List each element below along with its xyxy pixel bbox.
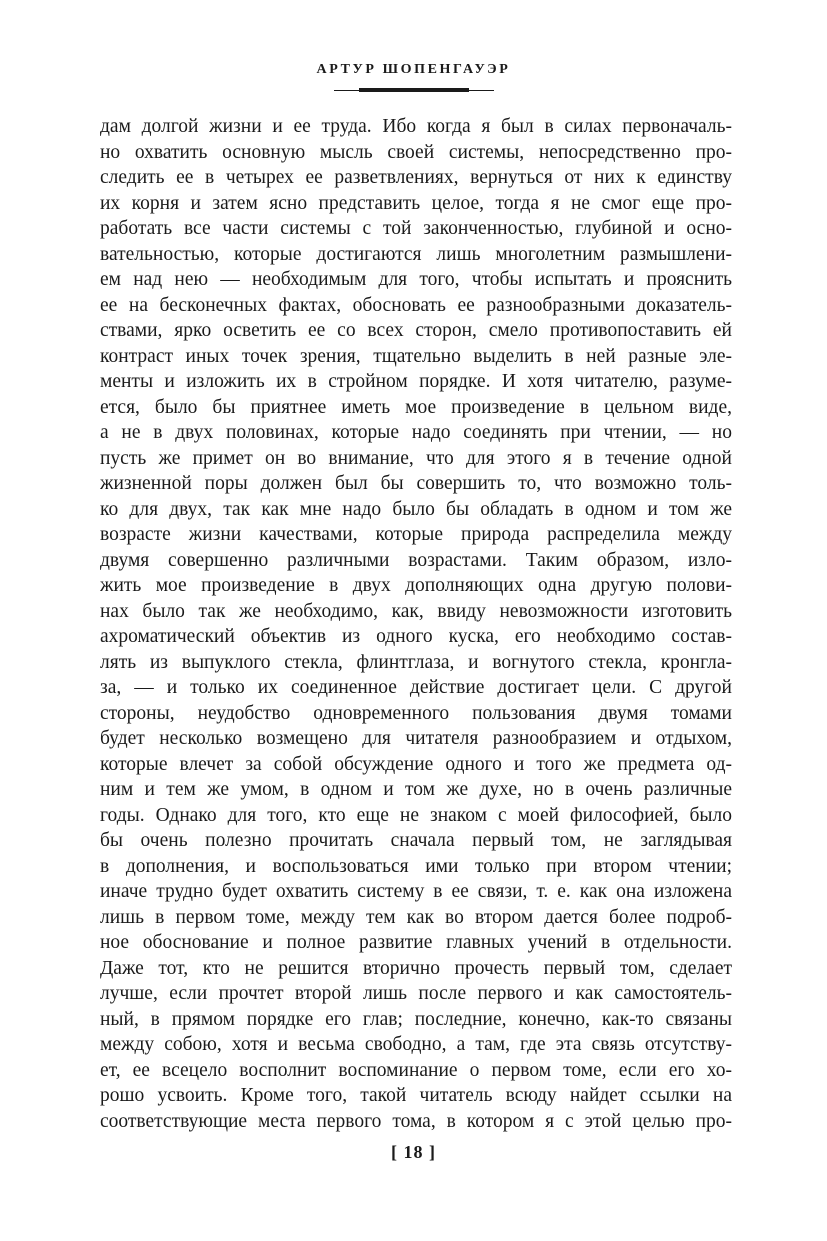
text-line: дам долгой жизни и ее труда. Ибо когда я был в силах первоначаль- bbox=[100, 116, 732, 137]
text-line: ное обоснование и полное развитие главных учений в отдельности. bbox=[100, 932, 732, 953]
page-number: [ 18 ] bbox=[391, 1142, 436, 1162]
text-line: следить ее в четырех ее разветвлениях, вернуться от них к единству bbox=[100, 167, 732, 188]
text-line: ем над нею — необходимым для того, чтобы испытать и прояснить bbox=[100, 269, 732, 290]
text-line: иначе трудно будет охватить систему в ее связи, т. е. как она изложена bbox=[100, 881, 732, 902]
text-line: ее на бесконечных фактах, обосновать ее разнообразными доказатель- bbox=[100, 294, 732, 316]
text-line: ахроматический объектив из одного куска, его необходимо состав- bbox=[100, 626, 732, 647]
text-line: но охватить основную мысль своей системы, непосредственно про- bbox=[100, 141, 732, 163]
text-line: которые влечет за собой обсуждение одного и того же предмета од- bbox=[100, 753, 732, 775]
body-text bbox=[100, 114, 732, 1134]
text-line: лишь в первом томе, между тем как во втором дается более подроб- bbox=[100, 906, 732, 928]
running-head: АРТУР ШОПЕНГАУЭР bbox=[316, 62, 511, 77]
header-rule-accent bbox=[359, 88, 469, 92]
text-line: годы. Однако для того, кто еще не знаком с моей философией, было bbox=[100, 804, 732, 826]
text-line: ним и тем же умом, в одном и том же духе, но в очень различные bbox=[100, 779, 732, 800]
text-line: стороны, неудобство одновременного пользования двумя томами bbox=[100, 702, 732, 724]
text-line: пусть же примет он во внимание, что для этого я в течение одной bbox=[100, 447, 732, 469]
text-line: между собою, хотя и весьма свободно, а там, где эта связь отсутству- bbox=[100, 1034, 732, 1055]
text-line: ет, ее всецело восполнит воспоминание о первом томе, если его хо- bbox=[100, 1059, 732, 1081]
text-line: контраст иных точек зрения, тщательно выделить в ней разные эле- bbox=[100, 345, 732, 367]
text-line: вательностью, которые достигаются лишь многолетним размышлени- bbox=[100, 243, 732, 265]
text-line: лучше, если прочтет второй лишь после первого и как самостоятель- bbox=[100, 983, 732, 1004]
text-line: жизненной поры должен был бы совершить то, что возможно толь- bbox=[100, 473, 732, 494]
text-line: ко для двух, так как мне надо было бы обладать в одном и том же bbox=[100, 498, 732, 520]
text-line: лять из выпуклого стекла, флинтглаза, и вогнутого стекла, кронгла- bbox=[100, 651, 732, 673]
text-line: будет несколько возмещено для читателя разнообразием и отдыхом, bbox=[100, 728, 732, 749]
text-line: менты и изложить их в стройном порядке. И хотя читателю, разуме- bbox=[100, 371, 732, 392]
text-line: ствами, ярко осветить ее со всех сторон, смело противопоставить ей bbox=[100, 320, 732, 341]
text-line: рошо усвоить. Кроме того, такой читатель всюду найдет ссылки на bbox=[100, 1085, 732, 1106]
text-line: их корня и затем ясно представить целое, тогда я не смог еще про- bbox=[100, 192, 732, 214]
text-line: жить мое произведение в двух дополняющих одна другую полови- bbox=[100, 575, 732, 596]
text-line: возрасте жизни качествами, которые природа распределила между bbox=[100, 524, 732, 545]
text-line: соответствующие места первого тома, в котором я с этой целью про- bbox=[100, 1110, 732, 1132]
text-line: бы очень полезно прочитать сначала первый том, не заглядывая bbox=[100, 830, 732, 851]
text-line: работать все части системы с той законченностью, глубиной и осно- bbox=[100, 218, 732, 239]
text-line: за, — и только их соединенное действие достигает цели. С другой bbox=[100, 677, 732, 698]
text-line: ный, в прямом порядке его глав; последние, конечно, как-то связаны bbox=[100, 1008, 732, 1030]
text-line: двумя совершенно различными возрастами. Таким образом, изло- bbox=[100, 549, 732, 571]
text-line: а не в двух половинах, которые надо соединять при чтении, — но bbox=[100, 422, 732, 443]
text-line: ется, было бы приятнее иметь мое произведение в цельном виде, bbox=[100, 396, 732, 418]
text-line: нах было так же необходимо, как, ввиду невозможности изготовить bbox=[100, 600, 732, 622]
text-line: Даже тот, кто не решится вторично прочесть первый том, сделает bbox=[100, 957, 732, 979]
text-line: в дополнения, и воспользоваться ими только при втором чтении; bbox=[100, 855, 732, 877]
